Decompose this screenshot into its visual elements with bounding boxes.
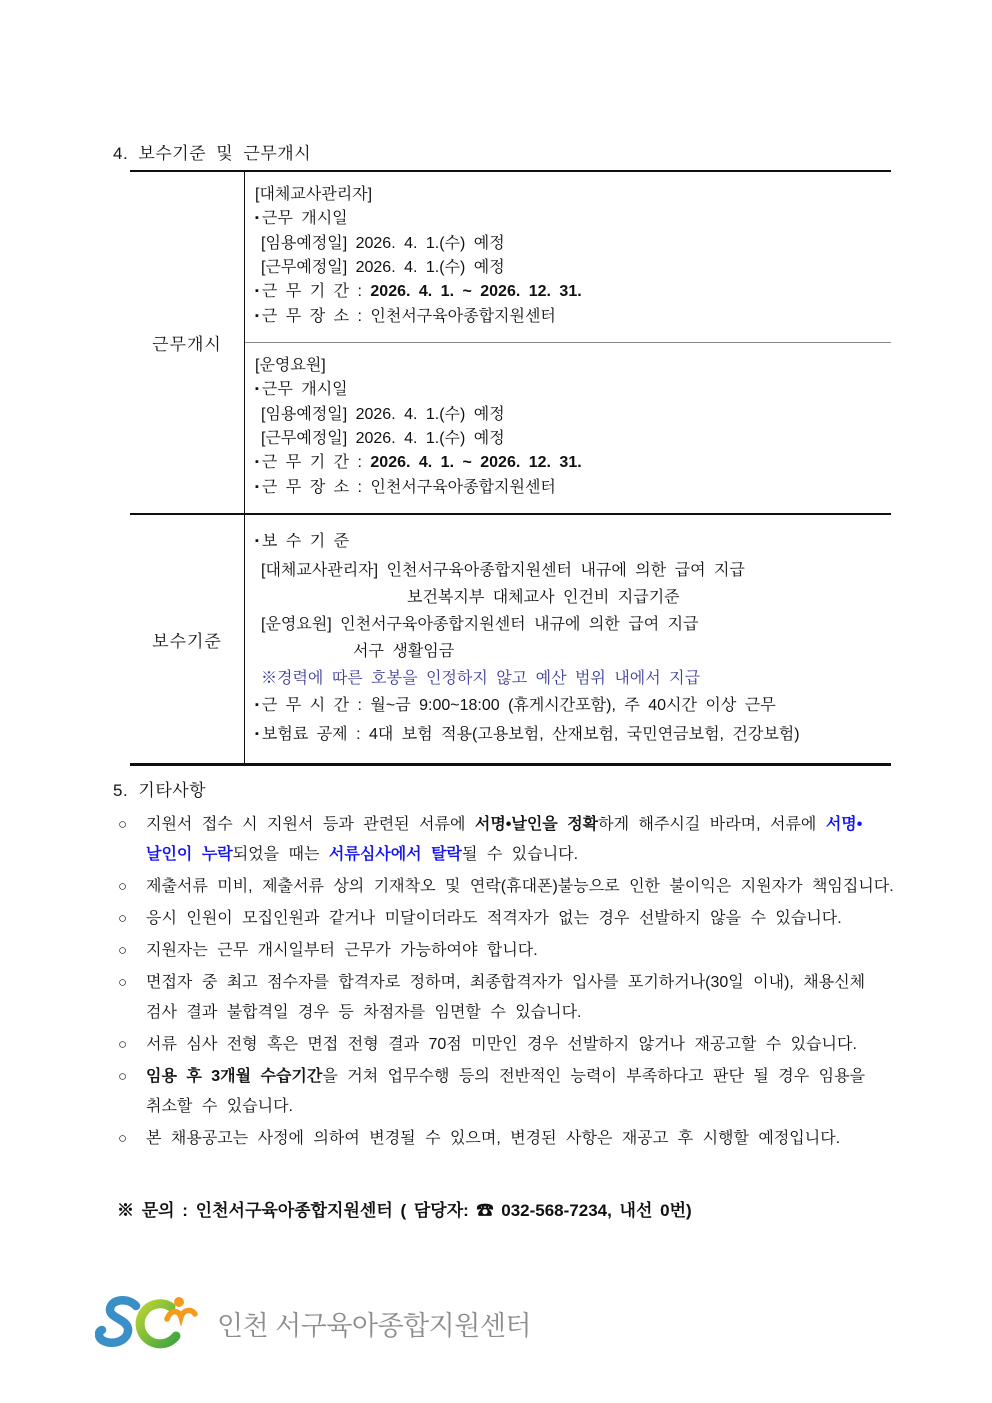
pay-substitute-line1: [대체교사관리자] 인천서구육아종합지원센터 내규에 의한 급여 지급 bbox=[261, 562, 745, 579]
place-text: 근 무 장 소 : 인천서구육아종합지원센터 bbox=[261, 308, 556, 325]
circle-bullet-icon: ○ bbox=[118, 878, 128, 895]
logo-person-head bbox=[174, 1297, 184, 1307]
circle-bullet-icon: ○ bbox=[118, 910, 128, 927]
square-bullet-icon: ▪ bbox=[255, 310, 259, 322]
pay-note-line: ※경력에 따른 호봉을 인정하지 않고 예산 범위 내에서 지급 bbox=[261, 670, 701, 687]
start-day-text: 근무 개시일 bbox=[261, 210, 348, 227]
bullet-text: 지원자는 근무 개시일부터 근무가 가능하여야 합니다. bbox=[146, 942, 538, 959]
list-item bbox=[118, 872, 912, 902]
text-part-bold: 서명•날인을 정확 bbox=[474, 816, 599, 833]
bullet-line bbox=[146, 840, 912, 870]
bullet-text bbox=[146, 1062, 912, 1122]
square-bullet-icon: ▪ bbox=[255, 481, 259, 493]
list-item bbox=[118, 810, 912, 870]
period-value: 2026. 4. 1. ~ 2026. 12. 31. bbox=[370, 454, 582, 471]
list-item bbox=[118, 904, 912, 934]
logo-person-arms bbox=[167, 1310, 195, 1319]
insurance-line bbox=[255, 721, 887, 750]
square-bullet-icon: ▪ bbox=[255, 535, 259, 547]
work-date-line: [근무예정일] 2026. 4. 1.(수) 예정 bbox=[261, 259, 505, 276]
list-item bbox=[118, 1062, 912, 1122]
bullet-line bbox=[146, 1062, 912, 1092]
text-part-blue: 날인이 누락 bbox=[146, 846, 233, 863]
bullet-text: 응시 인원이 모집인원과 같거나 미달이더라도 적격자가 없는 경우 선발하지 않을 수 있습니다. bbox=[146, 910, 842, 927]
circle-bullet-icon: ○ bbox=[118, 942, 128, 959]
logo-text: 인천 서구육아종합지원센터 bbox=[217, 1310, 531, 1341]
circle-bullet-icon: ○ bbox=[118, 1068, 128, 1085]
contact-line bbox=[117, 1196, 692, 1221]
work-hours-text: 근 무 시 간 : 월~금 9:00~18:00 (휴게시간포함), 주 40시간 이상 근무 bbox=[261, 697, 776, 714]
list-item bbox=[118, 936, 912, 966]
circle-bullet-icon: ○ bbox=[118, 816, 128, 833]
pay-title-text: 보 수 기 준 bbox=[261, 533, 350, 550]
text-part-blue: 서류심사에서 탈락 bbox=[328, 846, 462, 863]
text-part: 될 수 있습니다. bbox=[462, 846, 579, 863]
logo-c-shape bbox=[140, 1304, 176, 1344]
bullet-line: 면접자 중 최고 점수자를 합격자로 정하며, 최종합격자가 입사를 포기하거나(30일 이내), 채용신체 bbox=[146, 974, 866, 991]
pay-and-workstart-table bbox=[130, 170, 891, 766]
list-item bbox=[118, 968, 912, 1028]
work-place-line bbox=[255, 476, 887, 501]
block-title: [대체교사관리자] bbox=[255, 186, 373, 203]
bullet-text bbox=[146, 810, 912, 870]
circle-bullet-icon: ○ bbox=[118, 1130, 128, 1147]
logo-s-shape bbox=[99, 1300, 136, 1343]
work-period-line bbox=[255, 451, 887, 476]
pay-title-line bbox=[255, 528, 887, 557]
section5-bullet-list bbox=[118, 810, 912, 1156]
section4-heading: 4. 보수기준 및 근무개시 bbox=[113, 144, 312, 163]
period-value: 2026. 4. 1. ~ 2026. 12. 31. bbox=[370, 283, 582, 300]
logo-mark-graphic bbox=[95, 1294, 201, 1352]
text-part: 하게 해주시길 바라며, 서류에 bbox=[598, 816, 826, 833]
circle-bullet-icon: ○ bbox=[118, 974, 128, 991]
insurance-text: 보험료 공제 : 4대 보험 적용(고용보험, 산재보험, 국민연금보험, 건강보험) bbox=[261, 726, 800, 743]
bullet-text bbox=[146, 968, 912, 1028]
reference-mark: ※ bbox=[117, 1201, 142, 1220]
start-day-line bbox=[255, 378, 887, 403]
square-bullet-icon: ▪ bbox=[255, 699, 259, 711]
work-start-content-cell bbox=[244, 172, 891, 513]
bullet-line: 취소할 수 있습니다. bbox=[146, 1098, 293, 1115]
appoint-date-line: [임용예정일] 2026. 4. 1.(수) 예정 bbox=[261, 235, 505, 252]
square-bullet-icon: ▪ bbox=[255, 212, 259, 224]
bullet-text: 제출서류 미비, 제출서류 상의 기재착오 및 연락(휴대폰)불능으로 인한 불이익은 지원자가 책임집니다. bbox=[146, 878, 894, 895]
place-text: 근 무 장 소 : 인천서구육아종합지원센터 bbox=[261, 479, 556, 496]
bullet-text: 본 채용공고는 사정에 의하여 변경될 수 있으며, 변경된 사항은 재공고 후 시행할 예정입니다. bbox=[146, 1130, 841, 1147]
phone-icon: ☎ bbox=[476, 1201, 494, 1220]
list-item bbox=[118, 1030, 912, 1060]
work-hours-line bbox=[255, 692, 887, 721]
text-part-bold: 임용 후 3개월 수습기간 bbox=[146, 1068, 323, 1085]
bullet-line: 검사 결과 불합격일 경우 등 차점자를 임면할 수 있습니다. bbox=[146, 1004, 582, 1021]
work-start-block-operation-staff bbox=[245, 342, 891, 513]
circle-bullet-icon: ○ bbox=[118, 1036, 128, 1053]
contact-number: 032-568-7234, 내선 0번) bbox=[493, 1201, 692, 1220]
start-day-text: 근무 개시일 bbox=[261, 381, 348, 398]
bullet-text: 서류 심사 전형 혹은 면접 전형 결과 70점 미만인 경우 선발하지 않거나 재공고할 수 있습니다. bbox=[146, 1036, 857, 1053]
section5-heading: 5. 기타사항 bbox=[113, 781, 207, 800]
pay-operation-line1: [운영요원] 인천서구육아종합지원센터 내규에 의한 급여 지급 bbox=[261, 616, 699, 633]
list-item bbox=[118, 1124, 912, 1154]
work-period-line bbox=[255, 280, 887, 305]
bullet-line bbox=[146, 810, 912, 840]
text-part: 을 거쳐 업무수행 등의 전반적인 능력이 부족하다고 판단 될 경우 임용을 bbox=[322, 1068, 866, 1085]
work-place-line bbox=[255, 305, 887, 330]
pay-label-cell: 보수기준 bbox=[152, 631, 222, 651]
start-day-line bbox=[255, 207, 887, 232]
table-row-work-start bbox=[130, 172, 891, 515]
contact-text: 문의 : 인천서구육아종합지원센터 ( 담당자: bbox=[141, 1201, 477, 1220]
pay-substitute-line2: 보건복지부 대체교사 인건비 지급기준 bbox=[407, 589, 680, 606]
square-bullet-icon: ▪ bbox=[255, 285, 259, 297]
square-bullet-icon: ▪ bbox=[255, 383, 259, 395]
work-start-block-substitute-manager bbox=[245, 172, 891, 342]
text-part-blue: 서명• bbox=[825, 816, 863, 833]
period-label: 근 무 기 간 : bbox=[261, 283, 371, 300]
text-part: 되었을 때는 bbox=[232, 846, 329, 863]
center-logo bbox=[95, 1294, 531, 1352]
square-bullet-icon: ▪ bbox=[255, 456, 259, 468]
work-start-label-cell: 근무개시 bbox=[152, 335, 222, 354]
text-part: 지원서 접수 시 지원서 등과 관련된 서류에 bbox=[146, 816, 475, 833]
work-date-line: [근무예정일] 2026. 4. 1.(수) 예정 bbox=[261, 430, 505, 447]
appoint-date-line: [임용예정일] 2026. 4. 1.(수) 예정 bbox=[261, 406, 505, 423]
pay-operation-line2: 서구 생활임금 bbox=[353, 643, 455, 660]
table-row-pay-standard bbox=[130, 515, 891, 763]
square-bullet-icon: ▪ bbox=[255, 728, 259, 740]
pay-standard-block bbox=[245, 515, 891, 763]
pay-content-cell bbox=[244, 515, 891, 763]
period-label: 근 무 기 간 : bbox=[261, 454, 371, 471]
block-title: [운영요원] bbox=[255, 357, 326, 374]
